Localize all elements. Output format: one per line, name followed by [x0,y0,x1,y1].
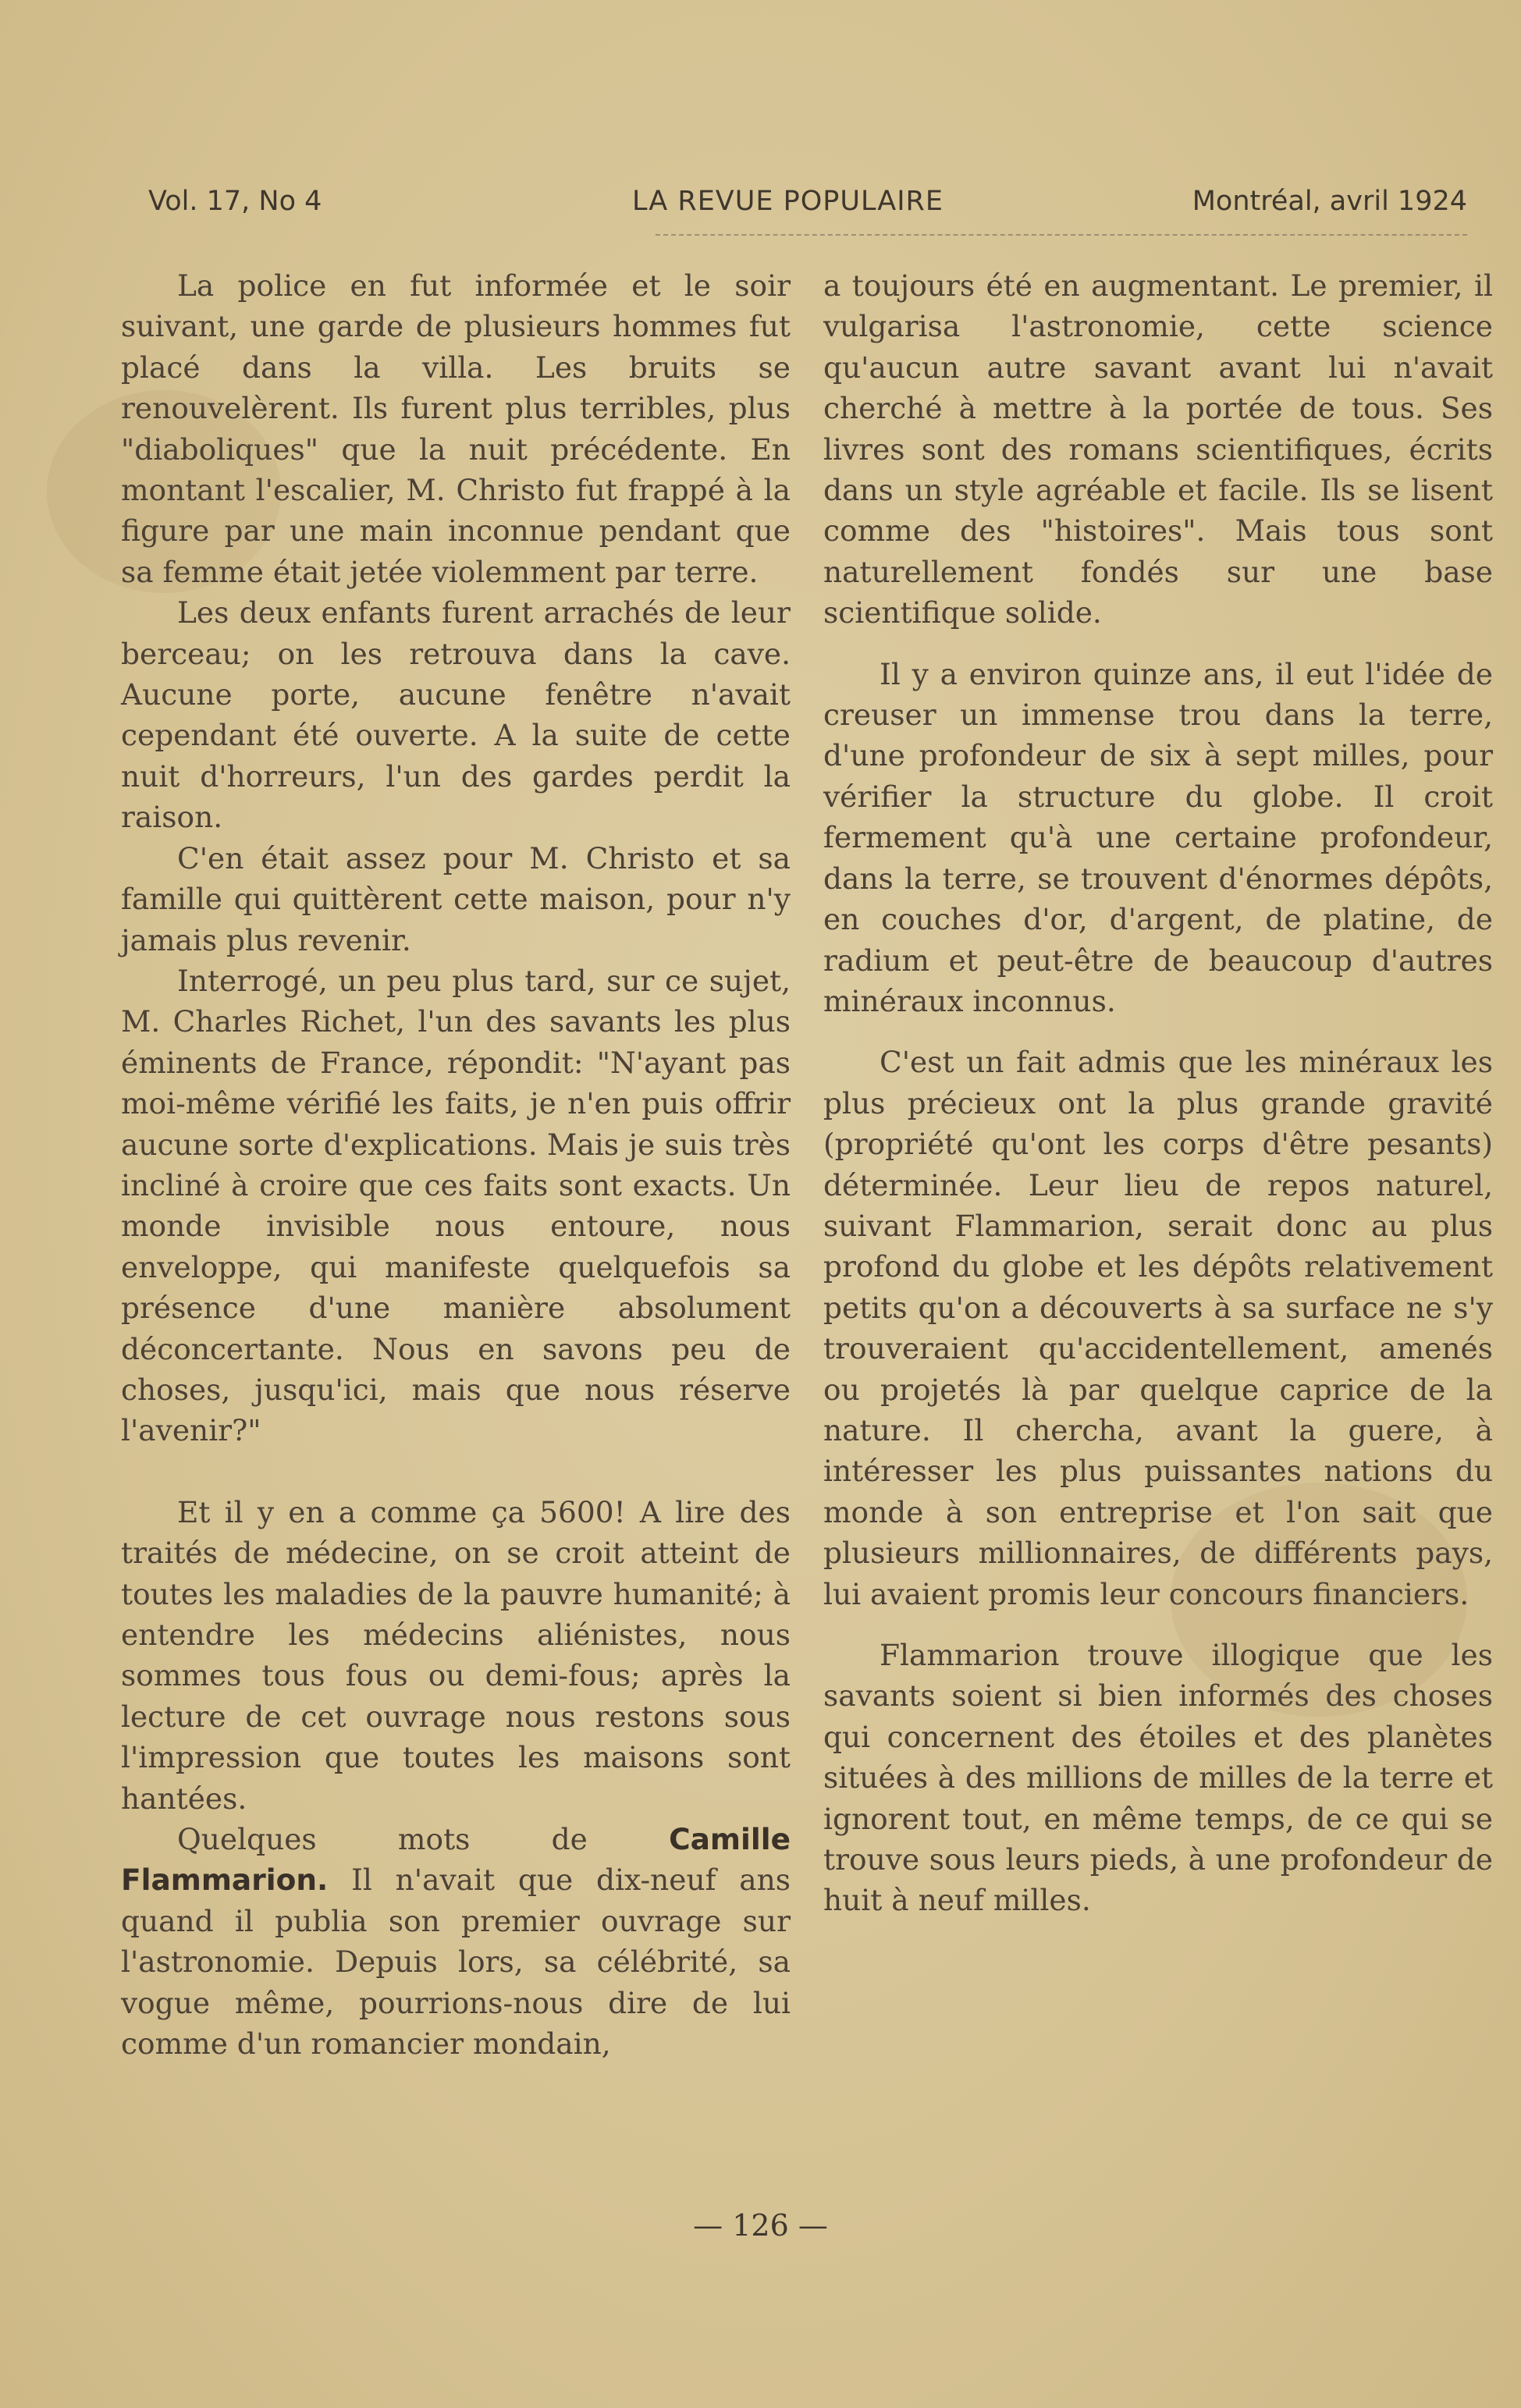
running-header [148,186,1467,233]
paragraph: Flammarion trouve illogique que les savants soient si bien informés des choses qui concernent des étoiles et des planètes situées à des millions de milles de la terre et ignorent tout, en même temps, de ce qui se trouve sous leurs pieds, à une profondeur de huit à neuf milles. [823,1638,1493,1918]
paragraph: Il y a environ quinze ans, il eut l'idée de creuser un immense trou dans la terre, d'une profondeur de six à sept milles, pour vérifier la structure du globe. Il croit fermement qu'à une certaine profondeur, dans la terre, se trouvent d'énormes dépôts, en couches d'or, d'argent, de platine, de radium et peut-être de beaucoup d'autres minéraux inconnus. [823,656,1493,1018]
header-rule [656,234,1467,236]
lead-text: Quelques mots de [177,1822,588,1857]
paragraph: a toujours été en augmentant. Le premier, il vulgarisa l'astronomie, cette science qu'aucun autre savant avant lui n'avait cherché à mettre à la portée de tous. Ses livres sont des romans scientifiques, écrits dans un style agréable et facile. Ils se lisent comme des "histoires". Mais tous sont naturellement fondés sur une base scientifique solide. [823,268,1493,630]
page-number: — 126 — [693,2208,828,2243]
paragraph: La police en fut informée et le soir suivant, une garde de plusieurs hommes fut placé dans la villa. Les bruits se renouvelèrent. Ils furent plus terribles, plus "diaboliques" que la nuit précédente. En montant l'escalier, M. Christo fut frappé à la figure par une main inconnue pendant que sa femme était jetée violemment par terre. [121,268,791,589]
paragraph: C'est un fait admis que les minéraux les plus précieux ont la plus grande gravité (propriété qu'ont les corps d'être pesants) déterminée. Leur lieu de repos naturel, suivant Flammarion, serait donc au plus profond du globe et les dépôts relativement petits qu'on a découverts à sa surface ne s'y trouveraient qu'accidentellement, amenés ou projetés là par quelque caprice de la nature. Il chercha, avant la guere, à intéresser les plus puissantes nations du monde à son entreprise et l'on sait que plusieurs millionnaires, de différents pays, lui avaient promis leur concours financiers. [823,1045,1493,1611]
publication-title: LA REVUE POPULAIRE [632,186,944,217]
volume-number: Vol. 17, No 4 [148,186,322,217]
paragraph: Interrogé, un peu plus tard, sur ce sujet, M. Charles Richet, l'un des savants les plus éminents de France, répondit: "N'ayant pas moi-même vérifié les faits, je n'en puis offrir aucune sorte d'explications. Mais je suis très incliné à croire que ces faits sont exacts. Un monde invisible nous entoure, nous enveloppe, qui manifeste quelquefois sa présence d'une manière absolument déconcertante. Nous en savons peu de choses, jusqu'ici, mais que nous réserve l'avenir?" [121,963,791,1448]
paragraph: Et il y en a comme ça 5600! A lire des traités de médecine, on se croit atteint de toutes les maladies de la pauvre humanité; à entendre les médecins aliénistes, nous sommes tous fous ou demi-fous; après la lecture de cet ouvrage nous restons sous l'impression que toutes les maisons sont hantées. [121,1494,791,1816]
paragraph-text: Il n'avait que dix-neuf ans quand il publia son premier ouvrage sur l'astronomie. Depuis lors, sa célébrité, sa vogue même, pourrions-nous dire de lui comme d'un romancier mondain, [121,1863,791,2062]
issue-date: Montréal, avril 1924 [1192,186,1467,217]
right-column [823,265,1493,1921]
subject-name: Camille Flammarion. [121,1822,791,1898]
left-column [121,265,791,2064]
paragraph: Les deux enfants furent arrachés de leur berceau; on les retrouva dans la cave. Aucune porte, aucune fenêtre n'avait cependant été ouverte. A la suite de cette nuit d'horreurs, l'un des gardes perdit la raison. [121,595,791,835]
paragraph-flammarion [121,1819,791,2064]
paragraph: C'en était assez pour M. Christo et sa famille qui quittèrent cette maison, pour n'y jamais plus revenir. [121,840,791,957]
